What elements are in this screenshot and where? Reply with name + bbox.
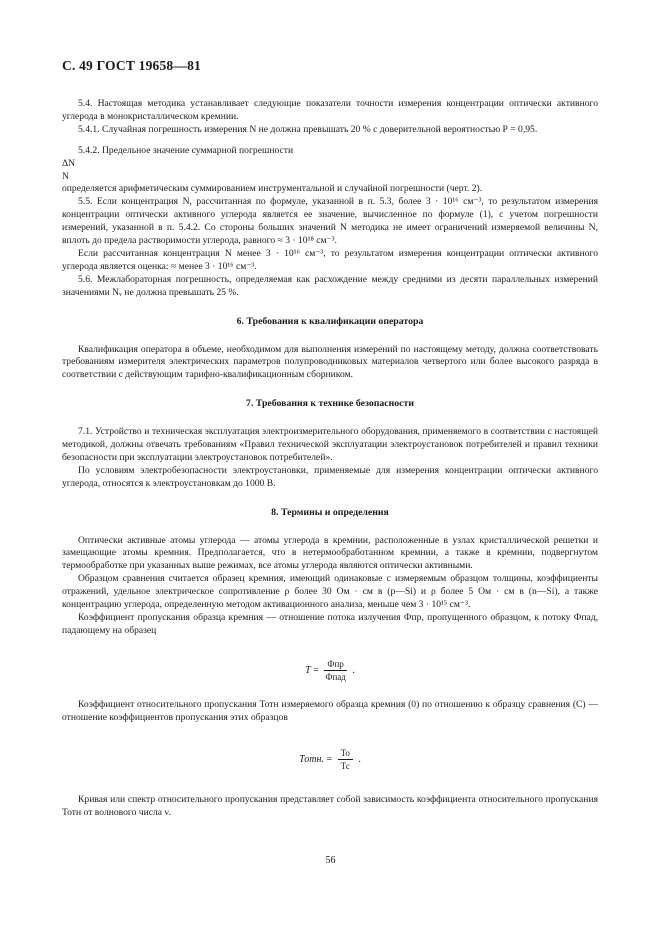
formula2-equals: = [326,753,333,765]
para-7-2: По условиям электробезопасности электроустановки, применяемые для измерения концентрации оптически активного углерода, относятся к электроустановкам до 1000 В. [62,464,598,489]
page-header: С. 49 ГОСТ 19658—81 [62,58,201,73]
para-5-5b: Если рассчитанная концентрация N менее 3 · 10¹⁶ см⁻³, то результатом измерения концентрации оптически активного углерода является оценка: ≈ менее 3 · 10¹⁶ см⁻³. [62,247,598,272]
fraction-denominator: N [62,170,69,182]
fraction-numerator: ΔN [62,157,76,169]
formula2-fraction [338,747,353,772]
formula2-lhs: Тотн. [299,753,324,765]
para-5-4: 5.4. Настоящая методика устанавливает следующие показатели точности измерения концентрации оптически активного углерода в монокристаллическом кремнии. [62,98,598,122]
para-8-4: Коэффициент относительного пропускания Тотн измеряемого образца кремния (0) по отношению к образцу сравнения (С) — отношение коэффициентов пропускания этих образцов [62,698,598,723]
page-content [62,98,598,819]
para-5-4-2-before: 5.4.2. Предельное значение суммарной погрешности [78,144,294,156]
formula-tail: . [352,664,355,676]
section-8-heading: 8. Термины и определения [271,506,389,518]
formula-fraction [324,658,346,683]
formula2-tail: . [358,753,361,765]
section-6-heading: 6. Требования к квалификации оператора [236,315,424,327]
para-8-1: Оптически активные атомы углерода — атомы углерода в кремнии, расположенные в узлах кристаллической решетки и замещающие атомы кремния. Предполагается, что в нетермообработанном кремнии, а также в кремнии, подвергнутом термообработке при указанных выше режимах, все атомы углерода являются оптически активными. [62,534,598,572]
formula-relative-transmission [62,747,598,772]
para-5-6: 5.6. Межлабораторная погрешность, определяемая как расхождение между средними из десяти параллельных измерений значениями Nᵥ не должна превышать 25 %. [62,273,598,298]
para-5-5: 5.5. Если концентрация N, рассчитанная по формуле, указанной в п. 5.3, более 3 · 10¹⁶ см⁻³, то результатом измерения концентрации оптически активного углерода является ее значение, вычисленное по формуле (1), с учетом погрешности измерений, указанной в п. 5.4.2. Со стороны больших значений N методика не имеет ограничений измеряемой величины N, вплоть до предела растворимости углерода, равного ≈ 3 · 10¹⁸ см⁻³. [62,196,598,247]
formula2-numerator: То [338,747,353,760]
formula-equals: = [313,664,319,676]
formula-transmission [62,658,598,683]
formula-lhs: T [305,664,311,676]
page-number: 56 [325,855,336,866]
para-5-4-2 [62,145,598,158]
formula-denominator: Фпад [325,671,346,682]
para-8-2: Образцом сравнения считается образец кремния, имеющий одинаковые с измеряемым образцом толщины, коэффициенты отражений, удельное электрическое сопротивление ρ более 30 Ом · см в (р—Si) и ρ более 5 Ом · см в (n—Si), а также концентрацию углерода, определенную методом активационного анализа, меньше чем 3 · 10¹⁵ см⁻³. [62,573,598,611]
para-5-4-1: 5.4.1. Случайная погрешность измерения N не должна превышать 20 % с доверительной вероятностью Р = 0,95. [78,123,538,135]
para-8-3: Коэффициент пропускания образца кремния — отношение потока излучения Фпр, пропущенного образцом, к потоку Фпад, падающему на образец [62,612,598,636]
formula-numerator: Фпр [324,658,346,671]
para-7-1: 7.1. Устройство и техническая эксплуатация электроизмерительного оборудования, применяемого в соответствии с настоящей методикой, должны отвечать требованиям «Правил технической эксплуатации электроустановок потребителей и правил техники безопасности при эксплуатации электроустановок потребителей». [62,426,598,463]
formula2-denominator: Тс [340,760,350,771]
section-6-text: Квалификация оператора в объеме, необходимом для выполнения измерений по настоящему методу, должна соответствовать требованиям измерителя электрических параметров полупроводниковых материалов четвертого или более высокого разряда в соответствии с действующим тарифно-квалификационным сборником. [62,343,598,381]
section-7-heading: 7. Требования к технике безопасности [246,398,414,410]
para-5-4-2-after: определяется арифметическим суммированием инструментальной и случайной погрешности (черт. 2). [62,183,483,195]
para-8-5: Кривая или спектр относительного пропускания представляет собой зависимость коэффициента относительного пропускания Тотн от волнового числа ν. [62,793,598,818]
